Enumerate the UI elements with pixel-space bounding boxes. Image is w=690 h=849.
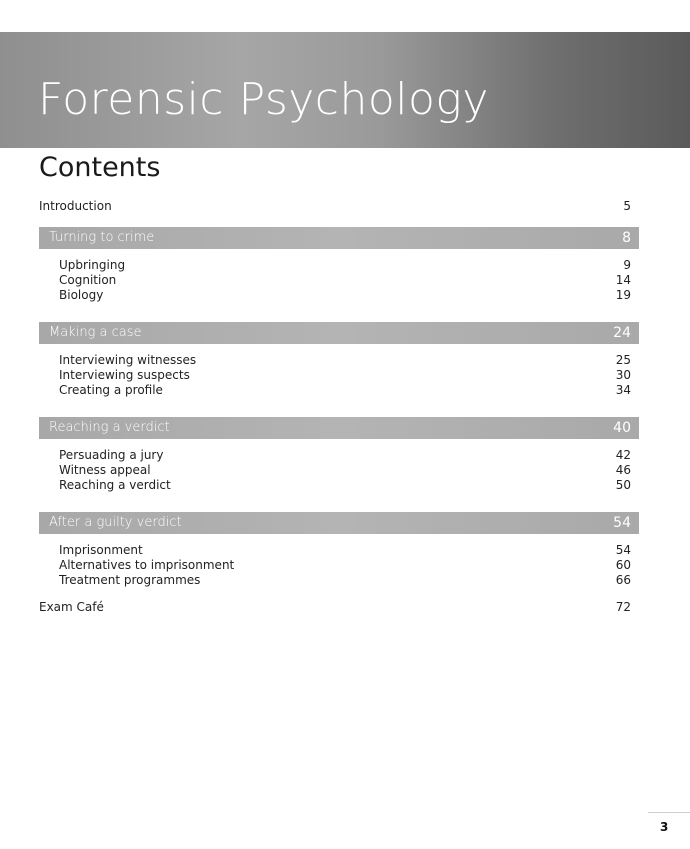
toc-subentry[interactable] [59,462,631,478]
toc-entry-page: 60 [615,558,631,572]
toc-subentry[interactable] [59,352,631,368]
contents-heading: Contents [39,152,161,183]
toc-entry-label: Alternatives to imprisonment [59,558,235,572]
toc-entry-label: Interviewing witnesses [59,353,197,367]
page-number: 3 [660,820,669,834]
toc-entry-page: 25 [615,353,631,367]
toc-entry-page: 72 [615,600,631,614]
toc-entry-introduction[interactable] [39,198,631,214]
top-strip [0,0,690,32]
toc-entry-page: 66 [615,573,631,587]
toc-entry-label: Imprisonment [59,543,143,557]
section-header-reaching-a-verdict[interactable] [39,417,639,439]
section-page: 54 [613,515,631,531]
title-banner [0,32,690,148]
section-header-making-a-case[interactable] [39,322,639,344]
toc-entry-page: 50 [615,478,631,492]
toc-entry-label: Persuading a jury [59,448,164,462]
section-page: 24 [613,325,631,341]
section-title: Making a case [49,325,142,340]
section-page: 40 [613,420,631,436]
toc-entry-page: 42 [615,448,631,462]
toc-entry-label: Exam Café [39,600,104,614]
toc-entry-label: Cognition [59,273,117,287]
toc-subentry[interactable] [59,382,631,398]
book-title: Forensic Psychology [38,74,489,125]
toc-entry-label: Introduction [39,199,112,213]
section-header-turning-to-crime[interactable] [39,227,639,249]
section-header-after-a-guilty-verdict[interactable] [39,512,639,534]
toc-subentry[interactable] [59,477,631,493]
toc-subentry[interactable] [59,542,631,558]
toc-entry-label: Biology [59,288,104,302]
toc-entry-page: 19 [615,288,631,302]
section-page: 8 [622,230,631,246]
toc-entry-label: Upbringing [59,258,126,272]
toc-entry-label: Creating a profile [59,383,163,397]
toc-entry-page: 34 [615,383,631,397]
toc-entry-label: Witness appeal [59,463,151,477]
toc-subentry[interactable] [59,272,631,288]
section-title: Turning to crime [49,230,155,245]
toc-entry-page: 46 [615,463,631,477]
toc-subentry[interactable] [59,447,631,463]
section-title: After a guilty verdict [49,515,182,530]
toc-subentry[interactable] [59,367,631,383]
toc-entry-exam-cafe[interactable] [39,599,631,615]
toc-entry-label: Treatment programmes [59,573,201,587]
toc-entry-label: Reaching a verdict [59,478,171,492]
toc-subentry[interactable] [59,287,631,303]
toc-entry-page: 5 [623,199,631,213]
toc-entry-page: 54 [615,543,631,557]
toc-subentry[interactable] [59,572,631,588]
toc-subentry[interactable] [59,257,631,273]
toc-entry-label: Interviewing suspects [59,368,190,382]
toc-entry-page: 30 [615,368,631,382]
corner-rule [648,812,690,813]
toc-entry-page: 9 [623,258,631,272]
toc-entry-page: 14 [615,273,631,287]
section-title: Reaching a verdict [49,420,170,435]
toc-subentry[interactable] [59,557,631,573]
